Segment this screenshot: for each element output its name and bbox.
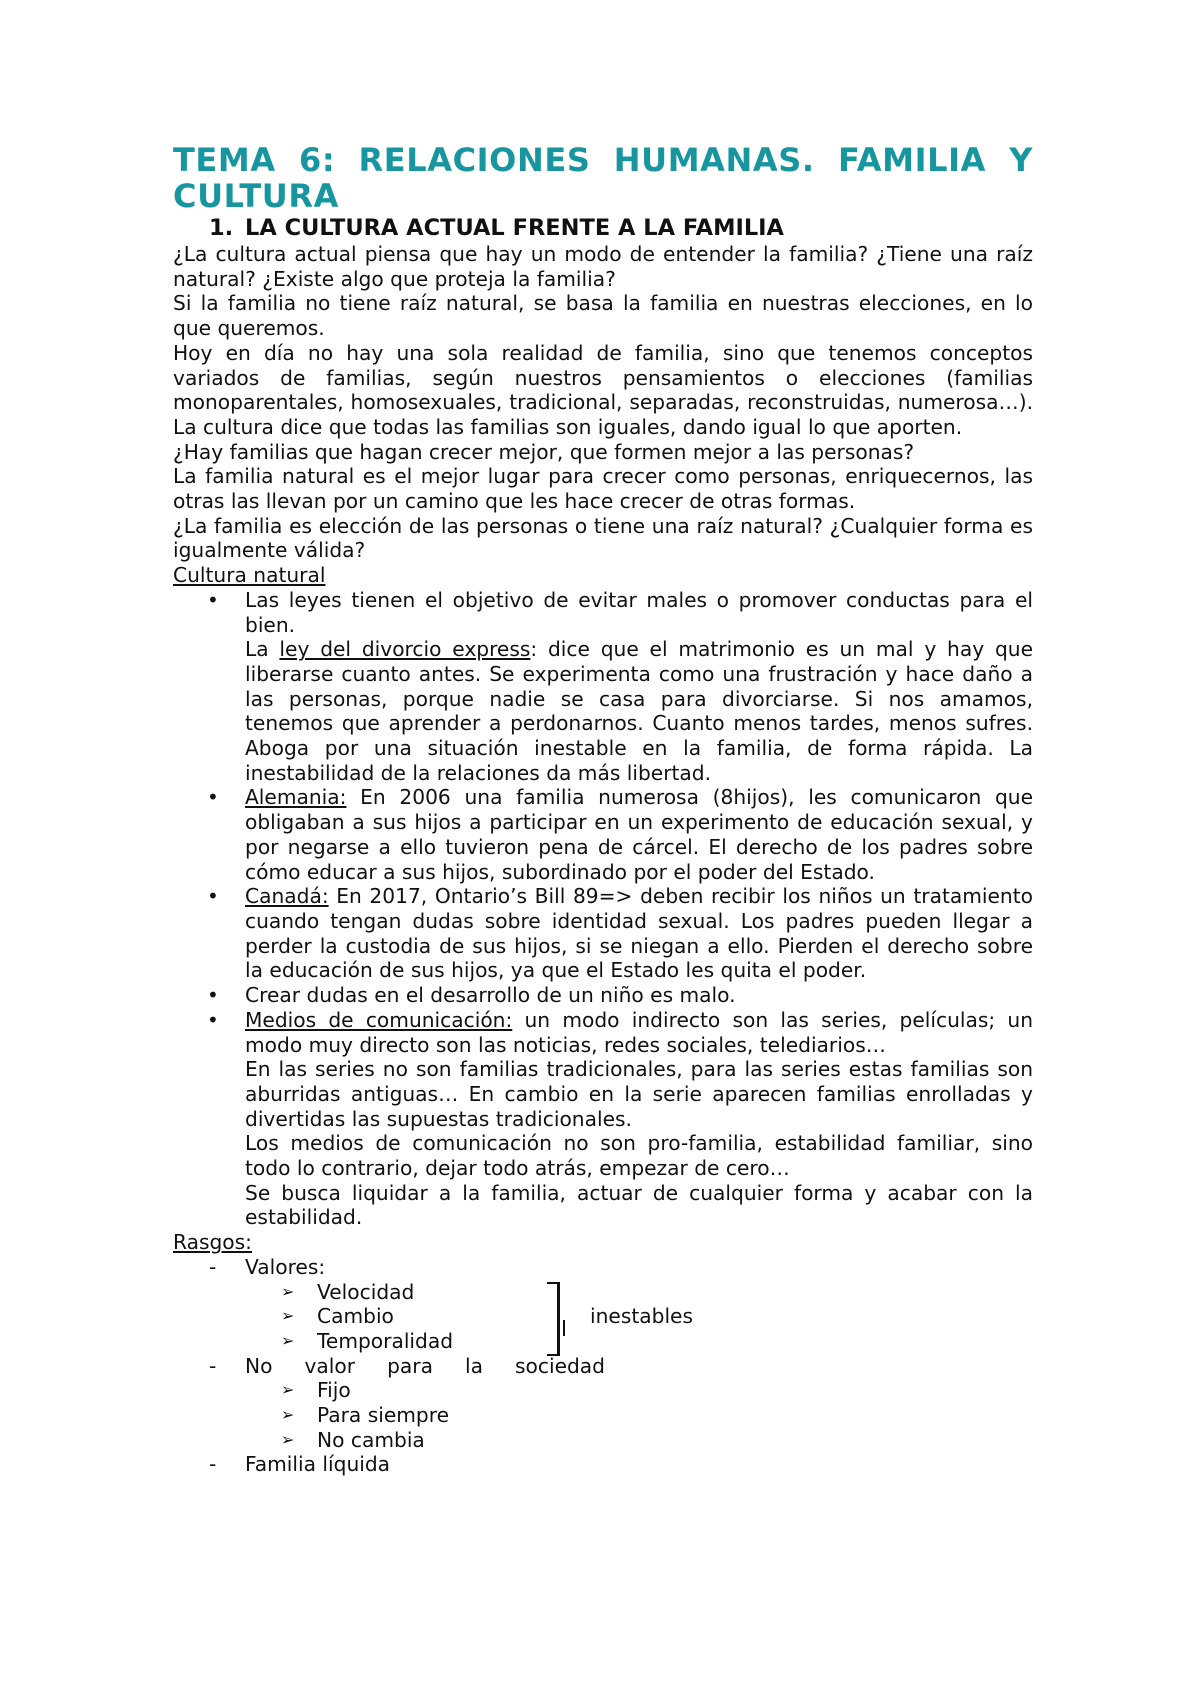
list-item-valores bbox=[209, 1254, 1033, 1354]
list-item-familia-liquida bbox=[209, 1452, 1033, 1477]
canada-label: Canadá: bbox=[245, 884, 329, 909]
list-item bbox=[281, 1279, 1033, 1305]
no-valor-item: No cambia bbox=[317, 1427, 425, 1452]
section-heading-text: LA CULTURA ACTUAL FRENTE A LA FAMILIA bbox=[245, 215, 784, 241]
sub-prefix: La bbox=[245, 637, 280, 662]
bullet-text bbox=[245, 1008, 1033, 1057]
familia-liquida-text: Familia líquida bbox=[245, 1452, 391, 1477]
bullet-text: • Las leyes tienen el objetivo de evitar males o promover conductas para el bien. bbox=[245, 587, 1033, 637]
list-item-no-valor bbox=[209, 1353, 1033, 1453]
medios-paragraph-3: Los medios de comunicación no son pro-familia, estabilidad familiar, sino todo lo contrario, dejar todo atrás, empezar de cero… bbox=[245, 1131, 1033, 1181]
cultura-natural-heading: Cultura natural bbox=[173, 563, 326, 588]
rasgos-label bbox=[173, 1230, 1033, 1255]
medios-paragraph-4: Se busca liquidar a la familia, actuar de cualquier forma y acabar con la estabilidad. bbox=[245, 1180, 1033, 1230]
arrow-icon: ➢ bbox=[281, 1306, 295, 1326]
word: sociedad bbox=[515, 1353, 605, 1378]
arrow-icon: ➢ bbox=[281, 1429, 295, 1449]
paragraph-2: Si la familia no tiene raíz natural, se basa la familia en nuestras elecciones, en lo que queremos. bbox=[173, 291, 1033, 341]
valor-item: Temporalidad bbox=[317, 1328, 454, 1353]
word: No bbox=[245, 1353, 273, 1378]
paragraph-4: ¿Hay familias que hagan crecer mejor, que formen mejor a las personas? bbox=[173, 439, 915, 464]
word: para bbox=[387, 1353, 433, 1378]
arrow-icon: ➢ bbox=[281, 1330, 295, 1350]
list-item bbox=[281, 1328, 1033, 1354]
arrow-icon: ➢ bbox=[281, 1405, 295, 1425]
paragraph-6: ¿La familia es elección de las personas o tiene una raíz natural? ¿Cualquier forma es igualmente válida? bbox=[173, 513, 1033, 563]
medios-label: Medios de comunicación: bbox=[245, 1007, 513, 1032]
divorcio-text: : dice que el matrimonio es un mal y hay que liberarse cuanto antes. Se experimenta como una frustración y hace daño a las personas, porque nadie se casa para divorciarse. Si nos amamos, tenemos que aprender a perdonarnos. Cuanto menos tardes, menos sufres. Aboga por una situación inestable en la familia, de forma rápida. La inestabilidad de la relaciones da más libertad. bbox=[245, 637, 1033, 785]
no-valor-line bbox=[245, 1354, 605, 1379]
list-item-leyes bbox=[245, 588, 1033, 786]
list-item-dudas bbox=[245, 983, 1033, 1008]
medios-paragraph-2: En las series no son familias tradicionales, para las series estas familias son aburridas antiguas… En cambio en la serie aparecen familias enrolladas y divertidas las supuestas tradicionales. bbox=[245, 1057, 1033, 1131]
list-item bbox=[281, 1403, 1033, 1428]
rasgos-list bbox=[173, 1255, 1033, 1477]
rasgos-heading: Rasgos: bbox=[173, 1230, 252, 1255]
word: valor bbox=[304, 1353, 356, 1378]
dash-marker: - bbox=[209, 1254, 217, 1279]
word: la bbox=[464, 1353, 483, 1378]
valor-item: Velocidad bbox=[317, 1279, 415, 1304]
bullet-text bbox=[245, 884, 1033, 983]
bullet-subtext bbox=[245, 637, 1033, 785]
valores-label: Valores: bbox=[245, 1254, 326, 1279]
page-title: TEMA 6: RELACIONES HUMANAS. FAMILIA Y CULTURA bbox=[173, 141, 1033, 215]
paragraph-3: Hoy en día no hay una sola realidad de familia, sino que tenemos conceptos variados de familias, según nuestros pensamientos o elecciones (familias monoparentales, homosexuales, tradicional, separadas, reconstruidas, numerosa…). La cultura dice que todas las familias son iguales, dando igual lo que aporten. bbox=[173, 340, 1033, 439]
alemania-label: Alemania: bbox=[245, 785, 347, 810]
no-valor-item: Para siempre bbox=[317, 1403, 450, 1428]
cultura-natural-label bbox=[173, 563, 1033, 588]
bullet-text bbox=[245, 785, 1033, 884]
dash-marker: - bbox=[209, 1353, 217, 1378]
list-item-alemania bbox=[245, 785, 1033, 884]
list-item-canada bbox=[245, 884, 1033, 983]
paragraph-1: ¿La cultura actual piensa que hay un modo de entender la familia? ¿Tiene una raíz natural? ¿Existe algo que proteja la familia? bbox=[173, 242, 1033, 291]
document-page bbox=[173, 142, 1033, 1477]
arrow-icon: ➢ bbox=[281, 1380, 295, 1400]
arrow-icon: ➢ bbox=[281, 1281, 295, 1301]
section-heading bbox=[173, 214, 1033, 242]
cultura-natural-list bbox=[173, 588, 1033, 1230]
inestables-label: inestables bbox=[590, 1303, 693, 1328]
canada-text: En 2017, Ontario’s Bill 89=> deben recibir los niños un tratamiento cuando tengan dudas sobre identidad sexual. Los padres pueden llegar a perder la custodia de sus hijos, si se niegan a ello. Pierden el derecho sobre la educación de sus hijos, ya que el Estado les quita el poder. bbox=[245, 884, 1033, 983]
medios-text: un modo indirecto son las series, películas; un modo muy directo son las noticias, redes sociales, telediarios… bbox=[245, 1007, 1034, 1057]
valores-block bbox=[245, 1280, 1033, 1354]
right-bracket-icon bbox=[547, 1282, 560, 1356]
list-item bbox=[281, 1378, 1033, 1403]
list-item bbox=[281, 1427, 1033, 1453]
no-valor-item: Fijo bbox=[317, 1378, 351, 1403]
section-number: 1. bbox=[209, 215, 234, 241]
valor-item: Cambio bbox=[317, 1304, 394, 1329]
list-item-medios bbox=[245, 1008, 1033, 1230]
paragraph-5: La familia natural es el mejor lugar para crecer como personas, enriquecernos, las otras las llevan por un camino que les hace crecer de otras formas. bbox=[173, 464, 1033, 514]
bullet-text: • Crear dudas en el desarrollo de un niño es malo. bbox=[245, 983, 736, 1008]
dash-marker: - bbox=[209, 1452, 217, 1477]
no-valor-items bbox=[245, 1378, 1033, 1452]
divorcio-label: ley del divorcio express bbox=[279, 637, 531, 662]
bracket-tick bbox=[563, 1320, 565, 1336]
alemania-text: En 2006 una familia numerosa (8hijos), les comunicaron que obligaban a sus hijos a participar en un experimento de educación sexual, y por negarse a ello tuvieron pena de cárcel. El derecho de los padres sobre cómo educar a sus hijos, subordinado por el poder del Estado. bbox=[245, 785, 1033, 884]
